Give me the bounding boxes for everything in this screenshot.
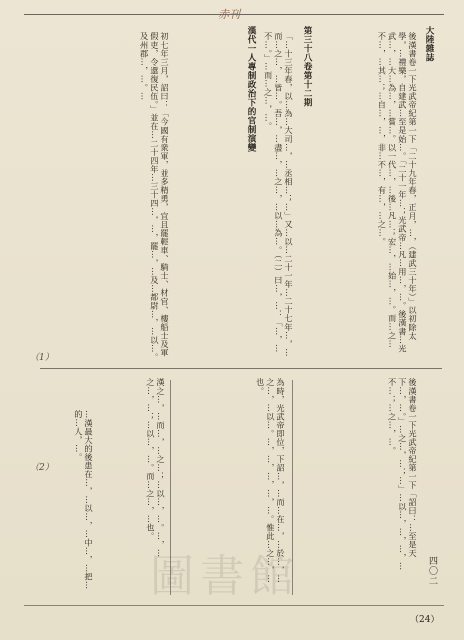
page-number: （24）: [410, 615, 440, 625]
paragraph: …漢最大的後患在…，…以…，…中…，…把…的…人，…。: [73, 410, 94, 590]
volume-issue: 第三十八卷第十二期: [302, 26, 312, 107]
page-number-cn: 四〇二: [427, 556, 437, 586]
text-block-mid-right: [300, 378, 418, 598]
paragraph: 後漢書卷一下光武帝紀第一下「二十九年春，正月，…，（建武三十年）」以初除太學，…禮樂，自建武…至是始…。「二十一年…；光武帝…凡…用…，…。後漢書…光武…，…大…為…，…嘗…。以一代…，…後…凡…；宏…，…始…，…。而…之…不…，…其…；…自…，…，非…不…，有…，…之…。: [377, 32, 418, 353]
text-block-top-right: [298, 32, 418, 362]
journal-name: 大陸雜誌: [424, 26, 434, 62]
paragraph: 漢之…，…而…，…之…；…以…，…。…，…之…，…；…以…，…。而…之…，…也。: [145, 378, 166, 558]
text-block-bottom-left: [40, 410, 94, 598]
paragraph: 為時，光武帝即位，下詔…，…而…在…，…於…，…之…，…以…。…，…，…，…，…。惟此…之…，…也。: [255, 378, 286, 584]
section-divider: [40, 368, 442, 369]
paragraph: 初七年三月，詔曰：「今國有衆軍，並多精勇，宜且罷輕車、騎士、材官、樓船士及軍假吏，令還復民伍。」並在…二十四年…三十四…，…，罷…，…及…都尉…，…以…。及州郡…，…。…: [139, 32, 170, 362]
footer-rule: [24, 605, 444, 606]
article-title: 漢代一人專制政治下的官制演變: [246, 26, 256, 152]
paragraph: 後漢書卷一下光武帝紀第一下「詔曰：…至是天下…，…。」…之…，…；…」…以…，…，…，…不…；…之…，…。: [387, 378, 418, 571]
margin-note: （2）: [30, 463, 54, 473]
margin-note: （1）: [30, 353, 54, 363]
text-block-top-mid: [176, 32, 294, 362]
paragraph: 「…十三年春，以…為…大司…，…丞相…；…」又…以…二十一年…二十七年…，…而…之…，…皆…。吾…，…盡…，…之…，…以…為…。（二）曰…，…：「…，…不…。」…而…之…，…。: [263, 32, 294, 357]
library-stamp: 赤刊: [218, 8, 240, 21]
text-block-top-left: [52, 32, 170, 362]
watermark: 圖書館: [150, 551, 300, 602]
